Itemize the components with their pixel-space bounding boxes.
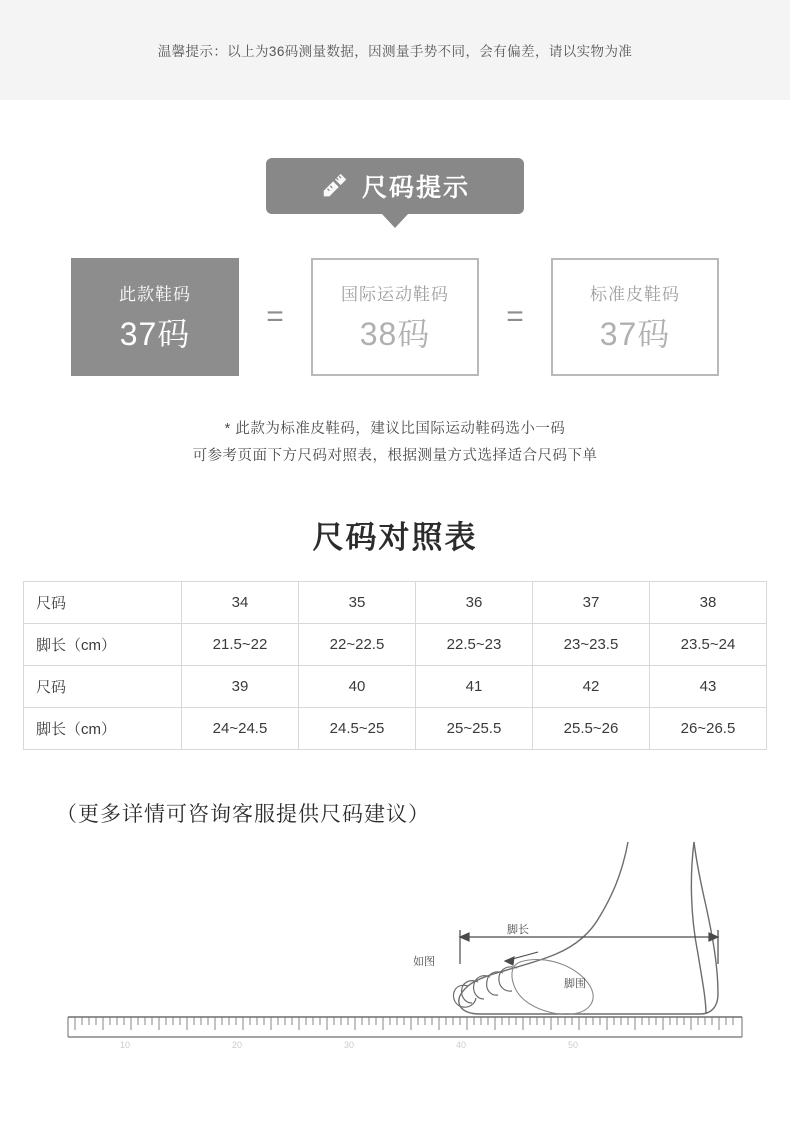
table-cell: 40 <box>299 665 416 707</box>
svg-text:30: 30 <box>344 1039 355 1050</box>
table-row <box>24 665 767 707</box>
conversion-box-international-sport <box>311 258 479 376</box>
table-cell: 24.5~25 <box>299 707 416 749</box>
top-notice-band <box>0 0 790 100</box>
svg-text:20: 20 <box>232 1039 243 1050</box>
table-cell: 25~25.5 <box>416 707 533 749</box>
conversion-box-title: 国际运动鞋码 <box>341 284 449 304</box>
size-tip-label: 尺码提示 <box>361 174 470 202</box>
table-cell: 36 <box>416 581 533 623</box>
banner-arrow <box>382 214 408 228</box>
table-row <box>24 581 767 623</box>
table-cell: 34 <box>182 581 299 623</box>
table-cell: 39 <box>182 665 299 707</box>
equals-sign-2: = <box>506 300 524 333</box>
conversion-box-title: 标准皮鞋码 <box>590 284 680 304</box>
svg-text:10: 10 <box>120 1039 131 1050</box>
conversion-box-title: 此款鞋码 <box>119 284 191 304</box>
label-foot-width: 脚围 <box>564 977 586 990</box>
table-cell: 23~23.5 <box>533 623 650 665</box>
row-header: 尺码 <box>24 665 182 707</box>
conversion-box-value: 37码 <box>119 315 191 352</box>
size-conversion-row <box>0 258 790 376</box>
note-line-1: * 此款为标准皮鞋码，建议比国际运动鞋码选小一码 <box>224 421 566 437</box>
table-cell: 22~22.5 <box>299 623 416 665</box>
note-line-2: 可参考页面下方尺码对照表，根据测量方式选择适合尺码下单 <box>192 447 598 464</box>
table-cell: 41 <box>416 665 533 707</box>
conversion-box-this-style <box>71 258 239 376</box>
table-row <box>24 623 767 665</box>
table-cell: 22.5~23 <box>416 623 533 665</box>
table-cell: 26~26.5 <box>650 707 767 749</box>
table-row <box>24 707 767 749</box>
size-chart-table <box>23 581 767 750</box>
size-tip-banner <box>266 158 524 214</box>
table-cell: 42 <box>533 665 650 707</box>
table-cell: 24~24.5 <box>182 707 299 749</box>
conversion-box-value: 38码 <box>359 315 431 352</box>
conversion-box-standard-leather <box>551 258 719 376</box>
customer-service-note: （更多详情可咨询客服提供尺码建议） <box>56 802 430 826</box>
notice-text: 温馨提示：以上为36码测量数据，因测量手势不同，会有偏差，请以实物为准 <box>157 44 633 59</box>
row-header: 脚长（cm） <box>24 707 182 749</box>
svg-text:50: 50 <box>568 1039 579 1050</box>
size-tip-section <box>0 158 790 228</box>
ruler-pencil-icon <box>320 171 350 201</box>
table-cell: 25.5~26 <box>533 707 650 749</box>
svg-text:40: 40 <box>456 1039 467 1050</box>
size-notes <box>0 416 790 470</box>
row-header: 脚长（cm） <box>24 623 182 665</box>
label-foot-length: 脚长 <box>507 923 529 936</box>
table-cell: 23.5~24 <box>650 623 767 665</box>
table-cell: 38 <box>650 581 767 623</box>
row-header: 尺码 <box>24 581 182 623</box>
table-cell: 35 <box>299 581 416 623</box>
conversion-box-value: 37码 <box>599 315 671 352</box>
foot-measure-diagram <box>0 834 790 1089</box>
equals-sign-1: = <box>266 300 284 333</box>
table-cell: 43 <box>650 665 767 707</box>
table-cell: 37 <box>533 581 650 623</box>
size-chart-title: 尺码对照表 <box>312 519 478 555</box>
table-cell: 21.5~22 <box>182 623 299 665</box>
label-as-shown: 如图 <box>413 955 435 968</box>
